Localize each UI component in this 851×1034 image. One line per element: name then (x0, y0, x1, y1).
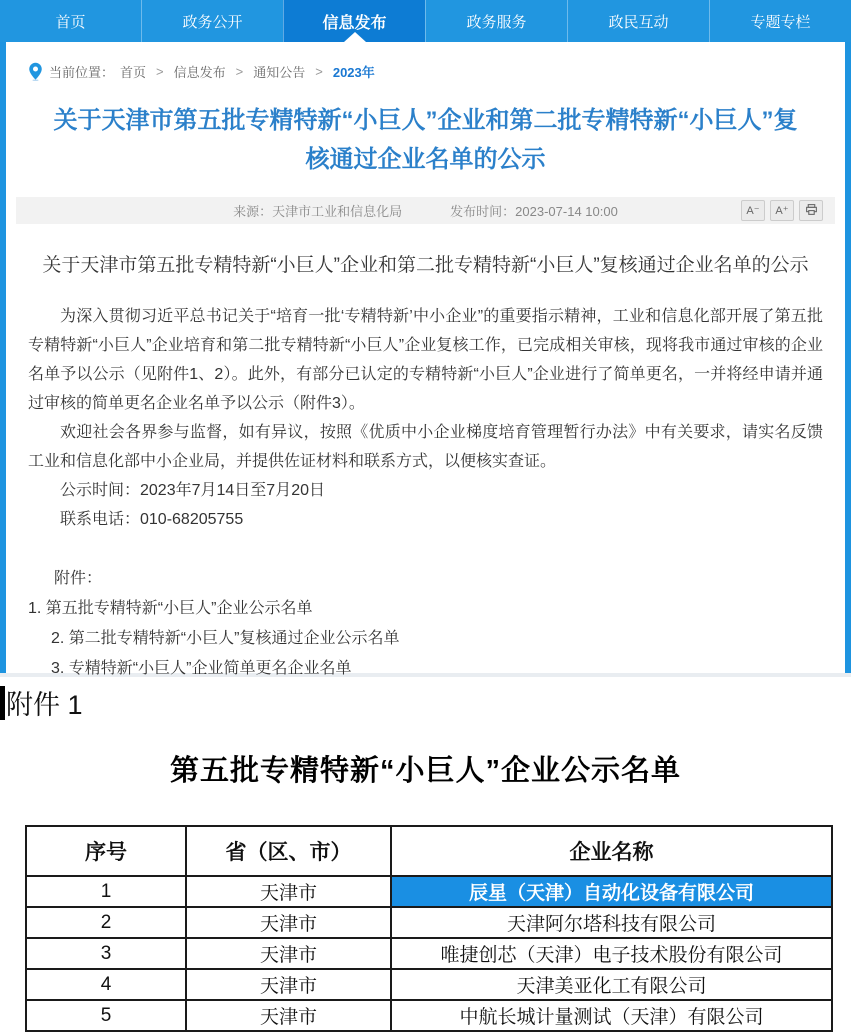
attachment-link-1[interactable]: 1. 第五批专精特新“小巨人”企业公示名单 (28, 600, 313, 617)
attachment-heading-label: 附件 1 (6, 690, 83, 720)
nav-tab-home[interactable]: 首页 (55, 13, 86, 31)
print-button[interactable] (799, 200, 823, 221)
font-decrease-button[interactable]: A⁻ (741, 200, 765, 221)
meta-source: 来源：天津市工业和信息化局 (233, 204, 403, 219)
top-navigation (0, 0, 851, 42)
cell-province: 天津市 (186, 938, 391, 969)
cell-province: 天津市 (186, 1000, 391, 1031)
text-cursor-bar (0, 686, 5, 720)
cell-company-highlighted: 辰星（天津）自动化设备有限公司 (391, 876, 832, 907)
cell-company: 天津美亚化工有限公司 (391, 969, 832, 1000)
paragraph-1: 为深入贯彻习近平总书记关于“培育一批‘专精特新’中小企业”的重要指示精神，工业和信息化部开展了第五批专精特新“小巨人”企业培育和第二批专精特新“小巨人”企业复核工作，已完成相关审核，现将我市通过审核的企业名单予以公示（见附件1、2）。此外，有部分已认定的专精特新“小巨人”企业进行了简单更名，一并将经申请并通过审核的简单更名企业名单予以公示（附件3）。 (28, 308, 823, 412)
meta-toolbar (741, 200, 823, 221)
cell-seq: 5 (26, 1000, 186, 1031)
breadcrumb-label: 当前位置： (49, 65, 115, 80)
cell-company: 唯捷创芯（天津）电子技术股份有限公司 (391, 938, 832, 969)
attachment-link-3[interactable]: 3. 专精特新“小巨人”企业简单更名企业名单 (51, 660, 352, 677)
table-row (26, 907, 832, 938)
article-body (6, 302, 845, 684)
page-band (0, 42, 851, 677)
cell-seq: 4 (26, 969, 186, 1000)
attachment-list (28, 564, 823, 684)
nav-tab-gov-open[interactable]: 政务公开 (141, 0, 283, 42)
breadcrumb-home[interactable]: 首页 (120, 65, 147, 80)
cell-province: 天津市 (186, 876, 391, 907)
article-subtitle: 关于天津市第五批专精特新“小巨人”企业和第二批专精特新“小巨人”复核通过企业名单的公示 (42, 255, 809, 276)
table-row (26, 969, 832, 1000)
breadcrumb-separator: > (156, 64, 164, 79)
meta-bar (16, 197, 835, 224)
cell-seq: 1 (26, 876, 186, 907)
attachments-label: 附件： (54, 570, 103, 587)
meta-publish-time: 发布时间：2023-07-14 10:00 (450, 204, 618, 219)
table-header-row (26, 826, 832, 876)
breadcrumb-info-release[interactable]: 信息发布 (173, 65, 226, 80)
breadcrumb-separator: > (235, 64, 244, 79)
paragraph-2: 欢迎社会各界参与监督，如有异议，按照《优质中小企业梯度培育管理暂行办法》中有关要求，请实名反馈工业和信息化部中小企业局，并提供佐证材料和联系方式，以便核实查证。 (28, 424, 823, 470)
attachment-document (0, 677, 851, 1034)
roster-title: 第五批专精特新“小巨人”企业公示名单 (169, 755, 681, 787)
attachment-link-2[interactable]: 2. 第二批专精特新“小巨人”复核通过企业公示名单 (51, 630, 400, 647)
header-company: 企业名称 (391, 826, 832, 876)
cell-seq: 2 (26, 907, 186, 938)
printer-icon (805, 203, 818, 219)
breadcrumb (6, 42, 845, 81)
breadcrumb-separator: > (315, 64, 323, 79)
cell-province: 天津市 (186, 907, 391, 938)
publicity-period: 公示时间：2023年7月14日至7月20日 (60, 482, 325, 499)
active-tab-arrow-icon (344, 32, 366, 42)
font-increase-button[interactable]: A⁺ (770, 200, 794, 221)
nav-tab-special-topics[interactable]: 专题专栏 (709, 0, 851, 42)
table-row (26, 1000, 832, 1031)
header-seq: 序号 (26, 826, 186, 876)
nav-tab-info-release[interactable]: 信息发布 (283, 0, 425, 42)
cell-company: 中航长城计量测试（天津）有限公司 (391, 1000, 832, 1031)
cell-company: 天津阿尔塔科技有限公司 (391, 907, 832, 938)
nav-tab-gov-service[interactable]: 政务服务 (425, 0, 567, 42)
header-province: 省（区、市） (186, 826, 391, 876)
breadcrumb-current-year: 2023年 (332, 65, 375, 80)
location-pin-icon (28, 62, 43, 81)
contact-phone: 联系电话：010-68205755 (60, 511, 244, 528)
article-container (6, 42, 845, 677)
cell-province: 天津市 (186, 969, 391, 1000)
attachment-heading (0, 683, 851, 722)
company-roster-table (25, 825, 833, 1032)
page-title: 关于天津市第五批专精特新“小巨人”企业和第二批专精特新“小巨人”复核通过企业名单的公示 (53, 107, 798, 173)
table-row (26, 876, 832, 907)
table-row (26, 938, 832, 969)
breadcrumb-notices[interactable]: 通知公告 (253, 65, 306, 80)
cell-seq: 3 (26, 938, 186, 969)
nav-tab-public-interaction[interactable]: 政民互动 (567, 0, 709, 42)
